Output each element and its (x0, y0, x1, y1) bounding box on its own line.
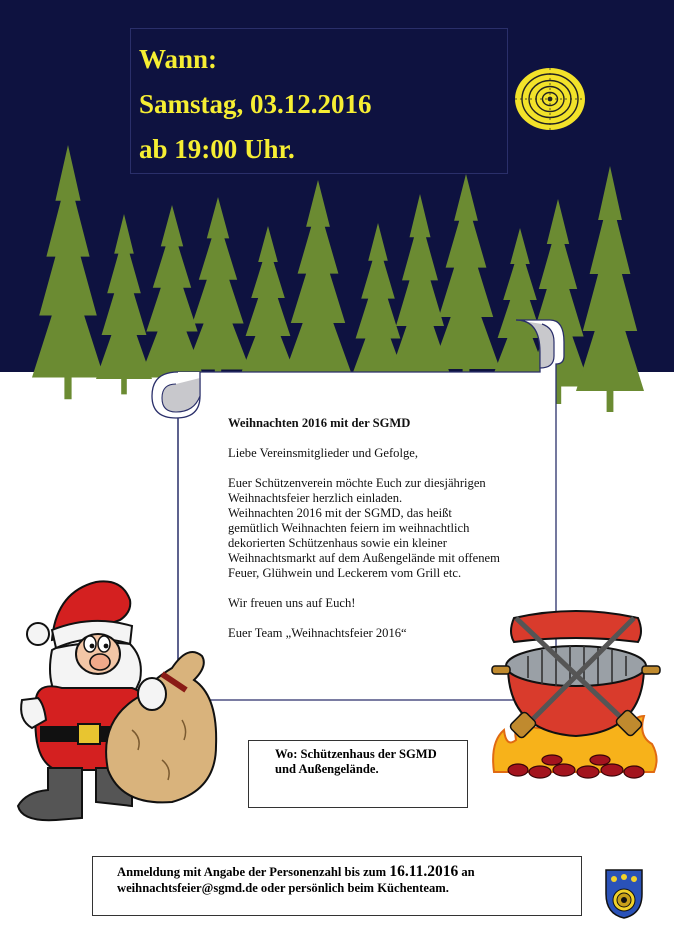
body-line: Euer Schützenverein möchte Euch zur diesjährigen (228, 476, 486, 490)
when-time: ab 19:00 Uhr. (139, 134, 295, 164)
invitation-greeting: Liebe Vereinsmitglieder und Gefolge, (228, 446, 419, 460)
registration-box (92, 856, 582, 916)
registration-suffix: an (458, 865, 475, 879)
invitation-closing: Wir freuen uns auf Euch! (228, 596, 356, 610)
pine-tree-icon (96, 214, 152, 394)
target-icon (512, 66, 588, 132)
registration-deadline: 16.11.2016 (389, 863, 459, 880)
invitation-body (228, 476, 548, 581)
registration-prefix: Anmeldung mit Angabe der Personenzahl bis zum (117, 865, 390, 879)
santa-illustration (12, 570, 222, 828)
pine-tree-icon (576, 166, 644, 412)
grill-illustration (488, 612, 664, 784)
club-crest-icon (604, 868, 644, 920)
location-line: Wo: Schützenhaus der SGMD (275, 747, 437, 761)
registration-line-1 (117, 864, 581, 880)
pine-tree-icon (32, 145, 104, 399)
invitation-signature: Euer Team „Weihnachtsfeier 2016“ (228, 626, 407, 640)
body-line: dekorierten Schützenhaus sowie ein kleiner (228, 536, 447, 550)
when-date: Samstag, 03.12.2016 (139, 89, 372, 119)
when-label: Wann: (139, 44, 218, 74)
location-box (248, 740, 468, 808)
location-line: und Außengelände. (275, 762, 379, 776)
registration-line-2: weihnachtsfeier@sgmd.de oder persönlich beim Küchenteam. (117, 881, 449, 895)
body-line: gemütlich Weihnachten feiern im weihnachtlich (228, 521, 470, 535)
invitation-title: Weihnachten 2016 mit der SGMD (228, 416, 411, 430)
body-line: Weihnachten 2016 mit der SGMD, das heißt (228, 506, 452, 520)
body-line: Weihnachtsfeier herzlich einladen. (228, 491, 403, 505)
body-line: Weihnachtsmarkt auf dem Außengelände mit offenem (228, 551, 500, 565)
body-line: Feuer, Glühwein und Leckerem vom Grill etc. (228, 566, 462, 580)
